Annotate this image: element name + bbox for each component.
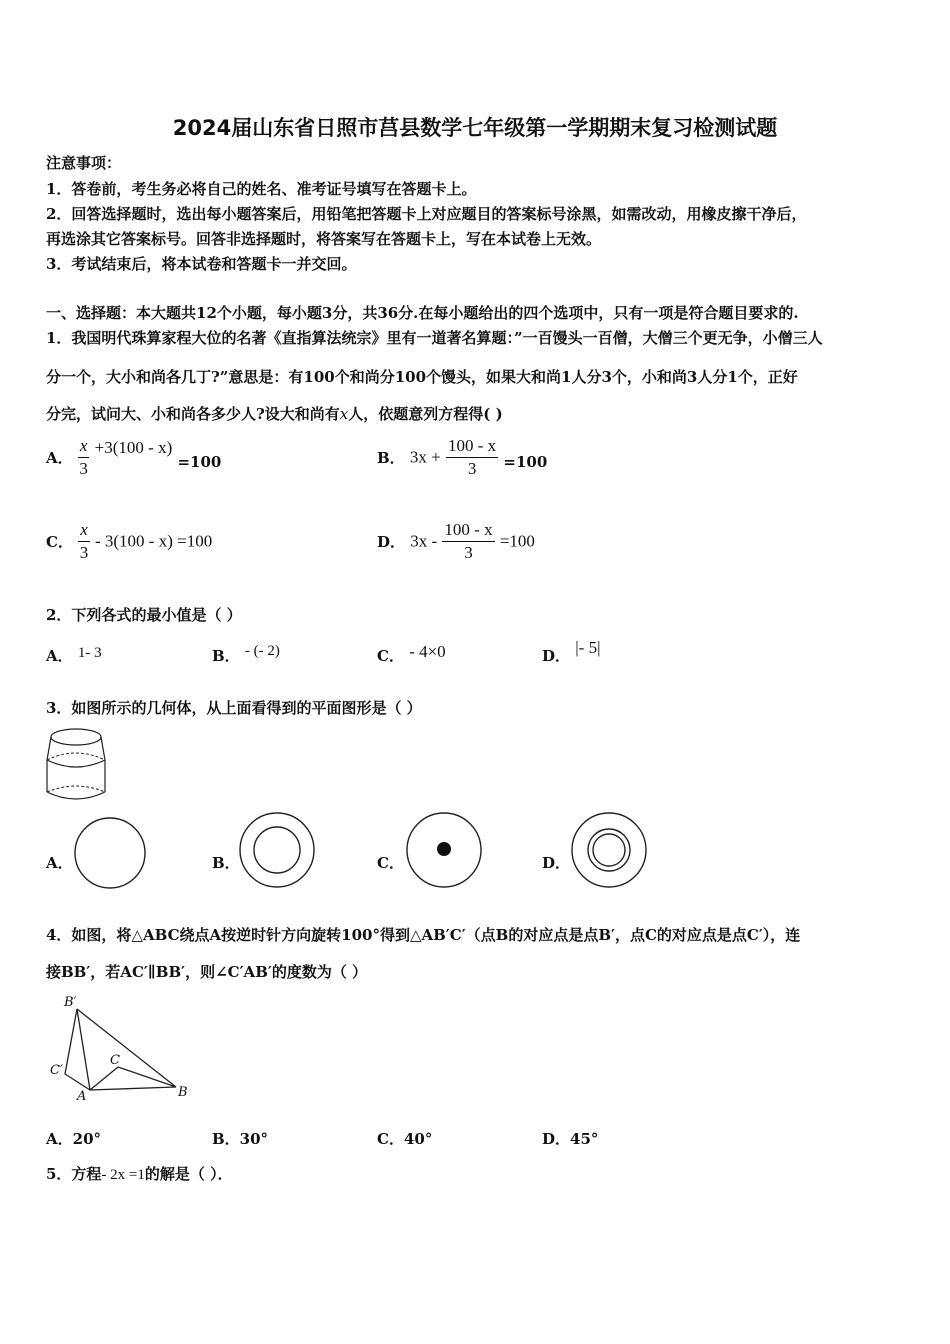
label-c: C <box>110 1053 120 1068</box>
q2-stem: 2．下列各式的最小值是（ ） <box>46 606 242 624</box>
notice-heading: 注意事项： <box>46 154 122 172</box>
q1-option-d[interactable]: D． 3x - $\frac{100 - x}{3}$ =100 <box>377 520 535 562</box>
q5-equation: - 2x =1 <box>101 1167 145 1183</box>
q1-line-2: 分一个，大小和尚各几丁?”意思是：有100个和尚分100个馒头，如果大和尚1人分3个，小和尚3人分1个，正好 <box>46 368 798 386</box>
q2-option-c[interactable]: C． - 4×0 <box>377 642 446 665</box>
notice-item-2a: 2．回答选择题时，选出每小题答案后，用铅笔把答题卡上对应题目的答案标号涂黑，如需改动，用橡皮擦干净后， <box>46 205 807 223</box>
q4-line-1: 4．如图，将△ABC绕点A按逆时针方向旋转100°得到△AB′C′（点B的对应点是点B′，点C的对应点是点C′），连 <box>46 926 801 944</box>
q4-line-2: 接BB′，若AC′∥BB′，则∠C′AB′的度数为（ ） <box>46 963 368 981</box>
q1-b-fraction: $\frac{100 - x}{3}$ <box>448 436 497 478</box>
q4-option-b[interactable]: B．30° <box>212 1130 269 1148</box>
q1-line-3: 分完，试问大、小和尚各多少人?设大和尚有x人，依题意列方程得( ) <box>46 405 503 423</box>
q3-option-d-figure[interactable] <box>569 810 649 890</box>
q4-option-a[interactable]: A．20° <box>46 1130 102 1148</box>
label-a: A <box>77 1089 87 1104</box>
label-b: B <box>178 1085 188 1100</box>
q1-option-b[interactable]: B． 3x + $\frac{100 - x}{3}$ =100 <box>377 436 548 478</box>
q1-a-fraction: $\frac{x}{3}$ <box>79 436 88 478</box>
q5-stem: 5．方程- 2x =1的解是（ ）． <box>46 1165 233 1183</box>
q1-c-fraction: $\frac{x}{3}$ <box>79 520 89 562</box>
q1-option-a[interactable]: A． $\frac{x}{3}$ +3(100 - x) =100 <box>46 436 222 478</box>
label-b-prime: B′ <box>64 995 77 1010</box>
q3-option-b-figure[interactable] <box>237 810 317 890</box>
page-title: 2024届山东省日照市莒县数学七年级第一学期期末复习检测试题 <box>172 116 778 140</box>
q3-stem: 3．如图所示的几何体，从上面看得到的平面图形是（ ） <box>46 699 422 717</box>
q2-option-d[interactable]: D． |- 5| <box>542 638 601 665</box>
q4-option-d[interactable]: D．45° <box>542 1130 599 1148</box>
solid-figure <box>42 724 110 804</box>
q1-option-c[interactable]: C． $\frac{x}{3}$ - 3(100 - x) =100 <box>46 520 213 562</box>
notice-item-1: 1．答卷前，考生务必将自己的姓名、准考证号填写在答题卡上。 <box>46 180 477 198</box>
q4-option-c[interactable]: C．40° <box>377 1130 433 1148</box>
q1-line-1: 1．我国明代珠算家程大位的名著《直指算法统宗》里有一道著名算题：”一百馒头一百僧，大僧三个更无争，小僧三人 <box>46 329 823 347</box>
section-heading: 一、选择题：本大题共12个小题，每小题3分，共36分.在每小题给出的四个选项中，只有一项是符合题目要求的. <box>46 304 799 322</box>
label-c-prime: C′ <box>50 1063 63 1078</box>
q1-d-fraction: $\frac{100 - x}{3}$ <box>444 520 493 562</box>
notice-item-2b: 再选涂其它答案标号。回答非选择题时，将答案写在答题卡上，写在本试卷上无效。 <box>46 230 602 248</box>
q3-option-c-label[interactable]: C． <box>377 854 404 872</box>
q3-option-d-label[interactable]: D． <box>542 854 571 872</box>
q3-option-a-label[interactable]: A． <box>46 854 73 872</box>
q2-option-b[interactable]: B． - (- 2) <box>212 643 280 665</box>
q2-option-a[interactable]: A． 1- 3 <box>46 645 102 665</box>
q3-option-a-figure[interactable] <box>72 815 148 891</box>
triangle-rotation-figure <box>44 992 204 1104</box>
q3-option-c-figure[interactable] <box>404 810 484 890</box>
q3-option-b-label[interactable]: B． <box>212 854 240 872</box>
notice-item-3: 3．考试结束后，将本试卷和答题卡一并交回。 <box>46 255 357 273</box>
